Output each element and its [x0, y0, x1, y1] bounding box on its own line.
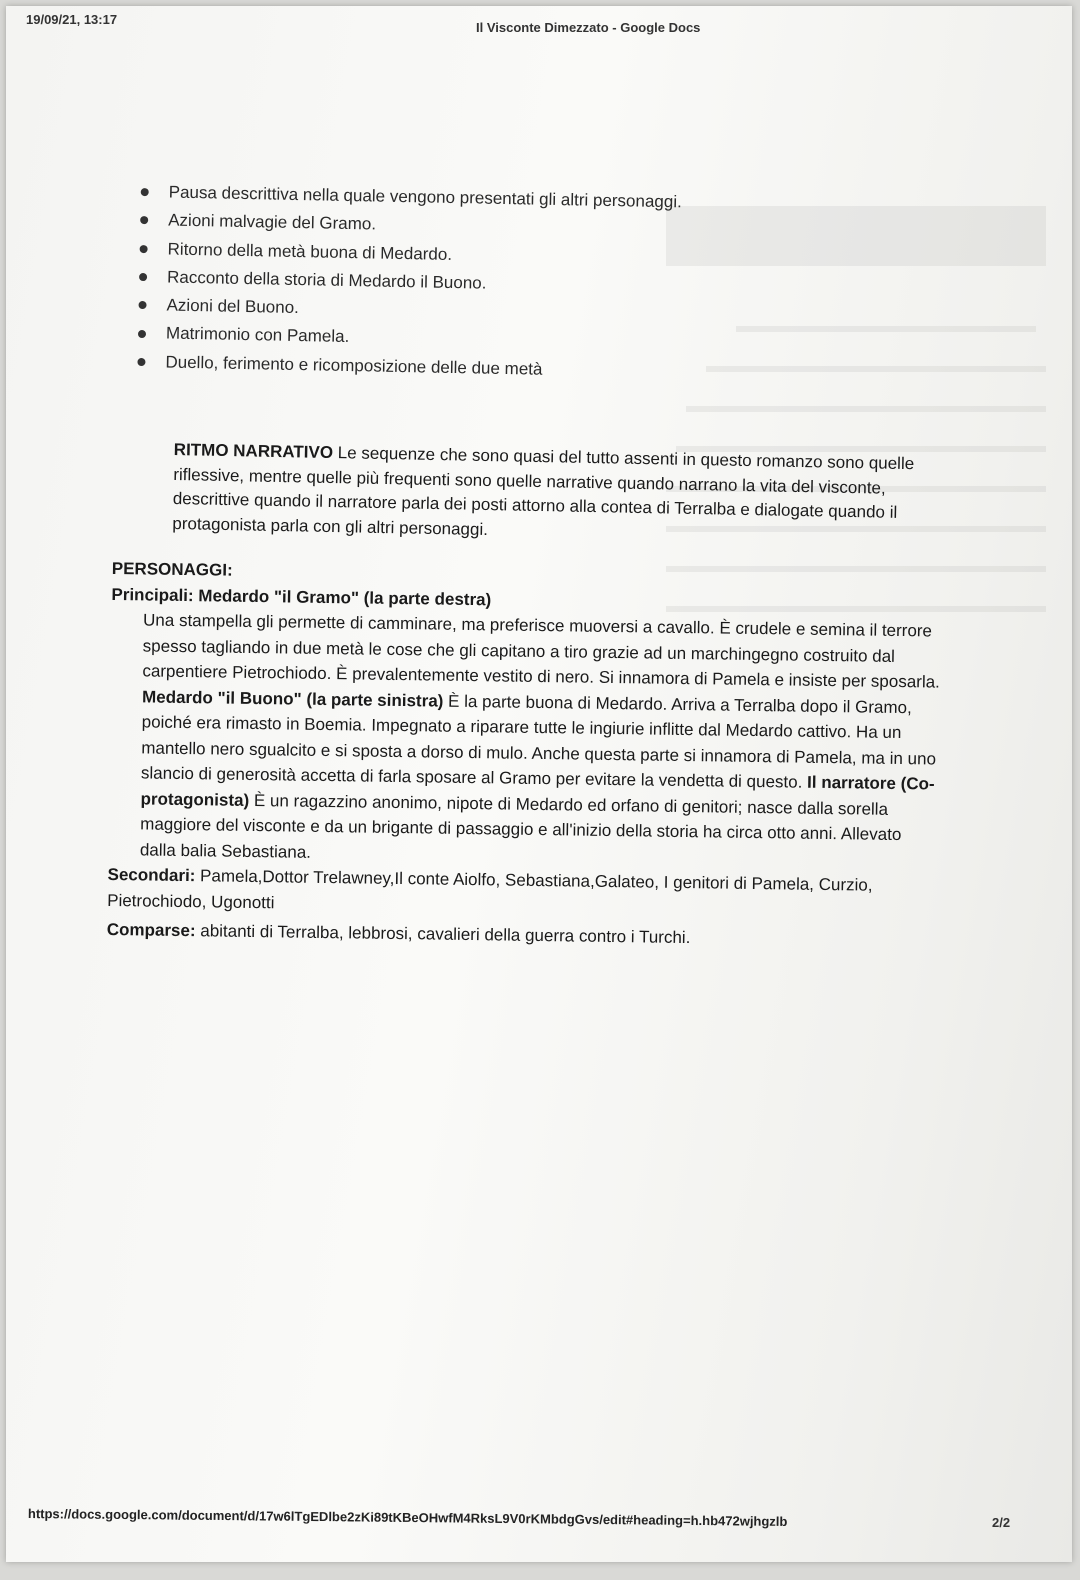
list-item: Pausa descrittiva nella quale vengono presentati gli altri personaggi. — [140, 178, 682, 217]
bullet-icon — [140, 245, 148, 253]
document-title: Il Visconte Dimezzato - Google Docs — [476, 20, 701, 35]
list-item: Azioni del Buono. — [138, 291, 680, 330]
page-number: 2/2 — [992, 1515, 1011, 1530]
bullet-icon — [140, 216, 148, 224]
bullet-icon — [138, 301, 146, 309]
bullet-icon — [139, 273, 147, 281]
secondari-line: Secondari: Pamela,Dottor Trelawney,Il conte Aiolfo, Sebastiana,Galateo, I genitori di Pamela, Curzio, Pietrochiodo, Ugonotti — [107, 864, 873, 912]
ritmo-heading: RITMO NARRATIVO — [173, 439, 334, 463]
list-item: Duello, ferimento e ricomposizione delle due metà — [137, 348, 679, 387]
ritmo-text: Le sequenze che sono quasi del tutto assenti in questo romanzo sono quelle riflessive, mentre quelle più frequenti sono quelle narrative quando narrano la vita del visconte, descrittive quando il narratore parla dei posti attorno alla contea di Terralba e dialogate quando il protagonista parla con gli altri personaggi. — [172, 443, 915, 539]
document-page — [6, 6, 1072, 1562]
comparse-line: Comparse: abitanti di Terralba, lebbrosi, cavalieri della guerra contro i Turchi. — [106, 919, 691, 948]
narratore-label: Il narratore (Co-protagonista) — [140, 772, 935, 810]
ritmo-narrativo-paragraph — [172, 438, 934, 551]
list-item: Matrimonio con Pamela. — [138, 319, 680, 358]
list-item: Racconto della storia di Medardo il Buono. — [139, 263, 681, 302]
bullet-icon — [141, 188, 149, 196]
document-url: https://docs.google.com/document/d/17w6lTgEDlbe2zKi89tKBeOHwfM4RksL9V0rKMbdgGvs/edit#heading=h.hb472wjhgzlb — [27, 1506, 788, 1529]
print-date: 19/09/21, 13:17 — [26, 12, 118, 27]
bullet-icon — [137, 358, 145, 366]
principali-description: Una stampella gli permette di camminare, ma preferisce muoversi a cavallo. È crudele e semina il terrore spesso tagliando in due metà le cose che gli capitano a tiro grazie ad un marchingegno costruito dal carpentiere Pietrochiodo. È prevalentemente vestito di nero. Si innamora di Pamela e insiste per sposarla. Medardo "il Buono" (la parte sinistra) È la parte buona di Medardo. Arriva a Terralba dopo il Gramo, poiché era rimasto in Boemia. Impegnato a riparare tutte le ingiurie inflitte dal Medardo cattivo. Ha un mantello nero sgualcito e si sposta a dorso di mulo. Anche questa parte si innamora di Pamela, ma in uno slancio di generosità accetta di farla sposare al Gramo per evitare la vendetta di questo. Il narratore (Co-protagonista) È un ragazzino anonimo, nipote di Medardo ed orfano di genitori; nasce dalla sorella maggiore del visconte e da un brigante di passaggio e all'inizio della storia ha circa otto anni. Allevato dalla balia Sebastiana. — [139, 610, 940, 862]
personaggi-section — [107, 556, 942, 954]
principali-label: Principali: Medardo "il Gramo" (la parte destra) — [111, 584, 492, 609]
sequence-list — [137, 178, 682, 386]
personaggi-heading: PERSONAGGI: — [111, 558, 233, 580]
bullet-icon — [138, 330, 146, 338]
list-item: Ritorno della metà buona di Medardo. — [139, 235, 681, 274]
list-item: Azioni malvagie del Gramo. — [140, 206, 682, 245]
buono-label: Medardo "il Buono" (la parte sinistra) — [141, 686, 444, 711]
